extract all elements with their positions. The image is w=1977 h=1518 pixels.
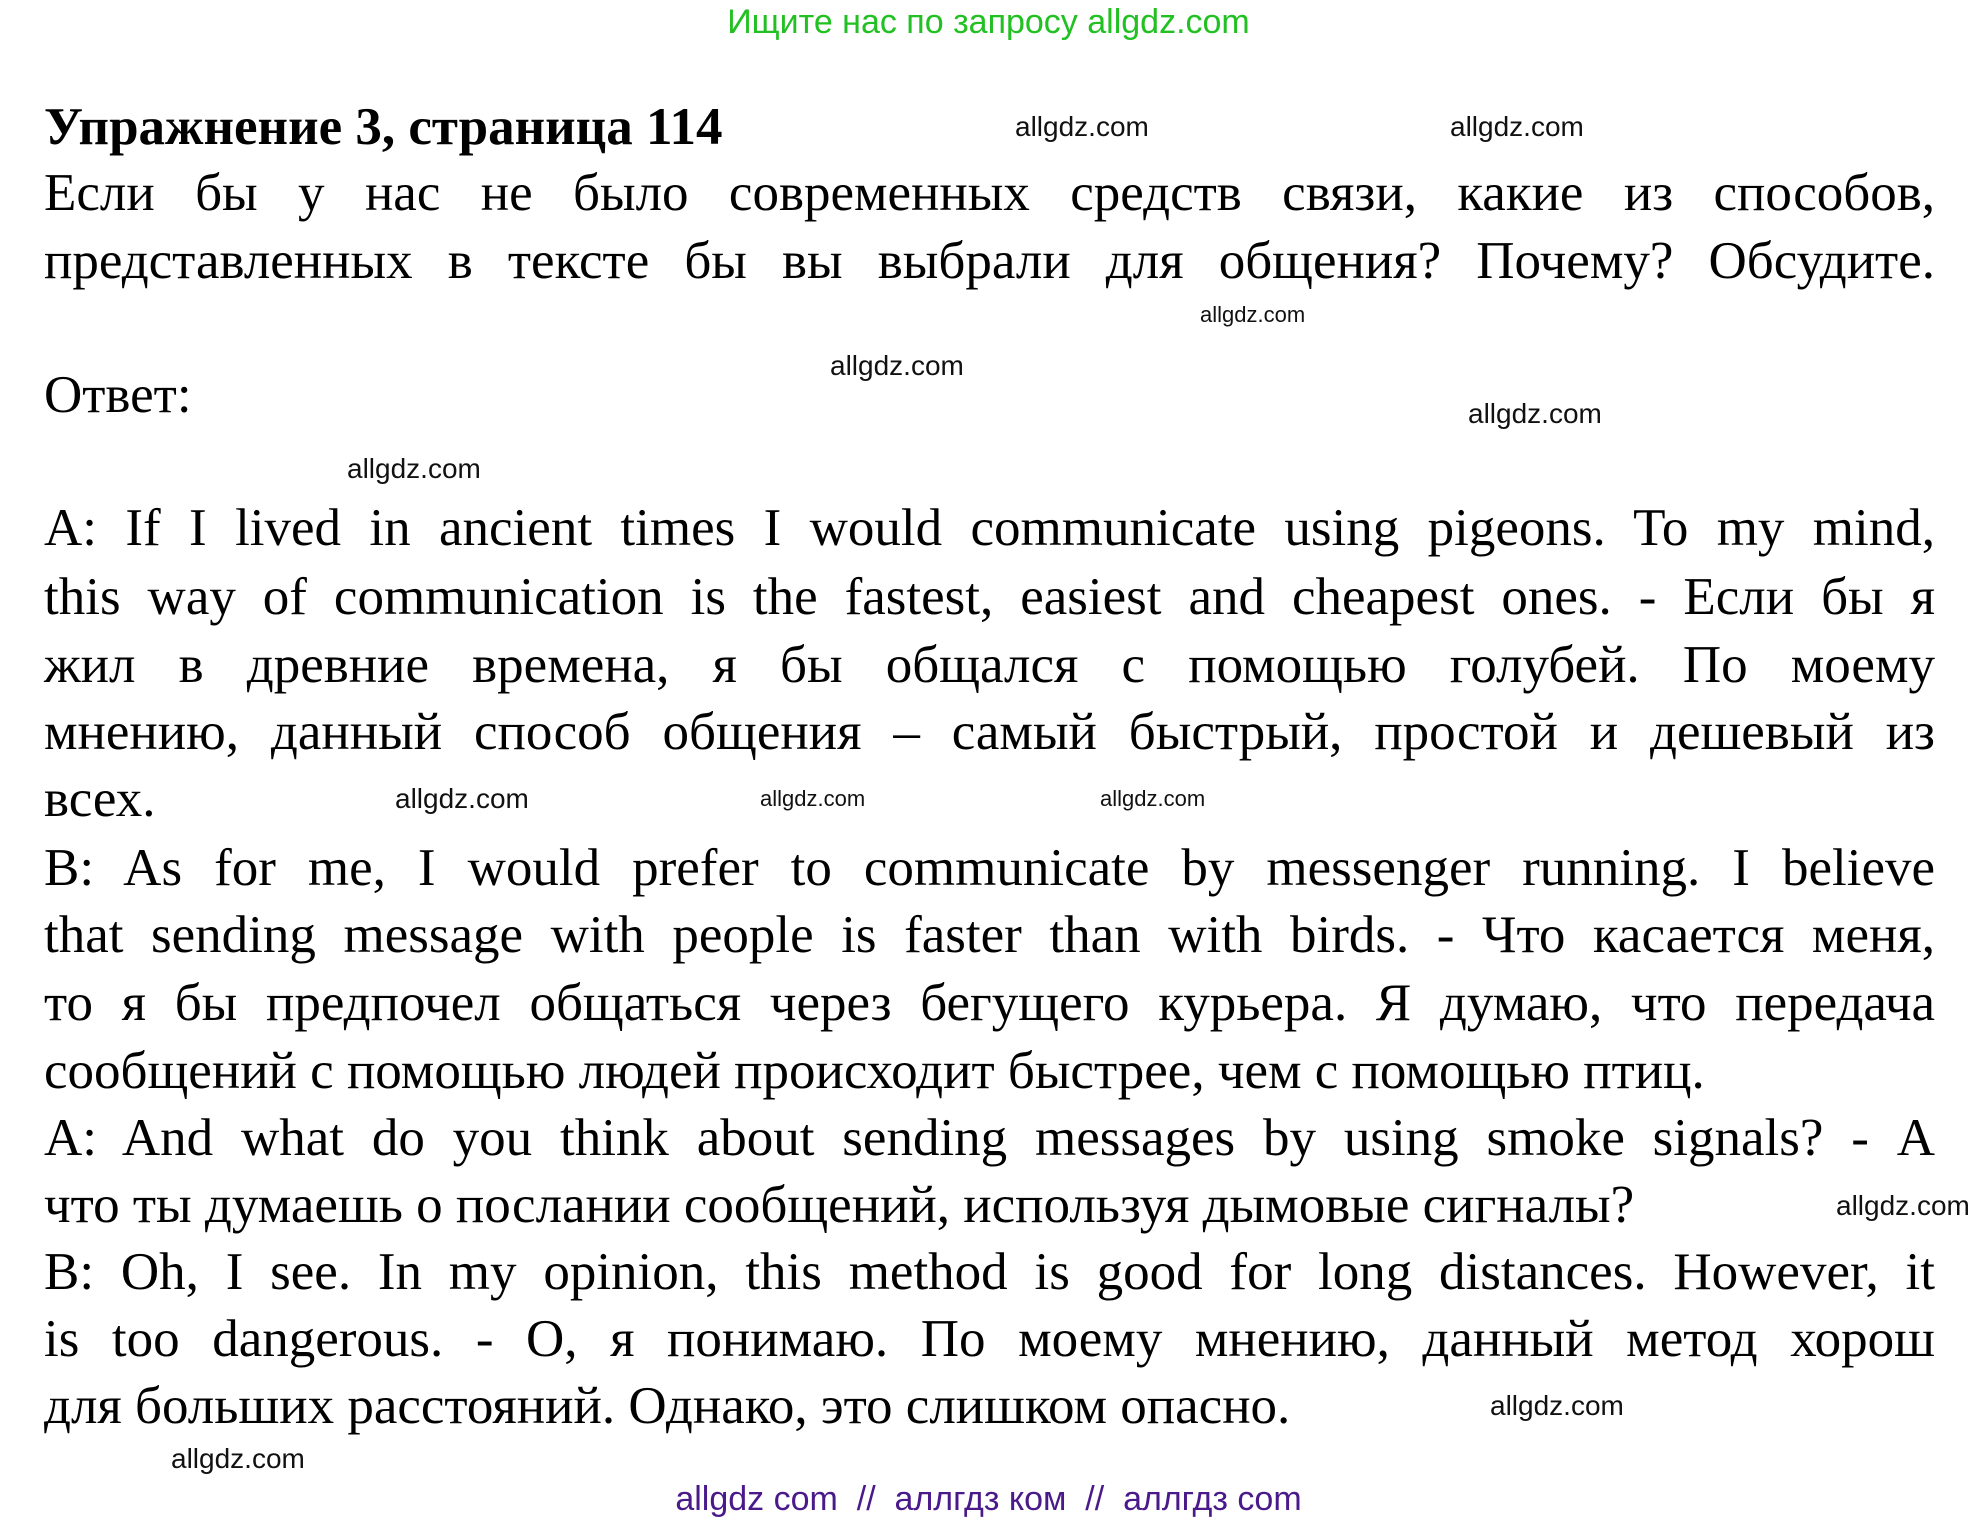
watermark: allgdz.com [1015, 111, 1149, 142]
answer-label: Ответ: [44, 366, 192, 424]
watermark: allgdz.com [830, 350, 964, 381]
answer-line: A: If I lived in ancient times I would communicate using pigeons. To my mind, [44, 499, 1935, 557]
answer-line: для больших расстояний. Однако, это слишком опасно. [44, 1377, 1291, 1435]
footer-links: allgdz com // аллгдз ком // аллгдз com [675, 1480, 1302, 1518]
watermark: allgdz.com [1468, 398, 1602, 429]
answer-line: B: As for me, I would prefer to communicate by messenger running. I believe [44, 839, 1935, 897]
answer-line: B: Oh, I see. In my opinion, this method is good for long distances. However, it [44, 1243, 1935, 1301]
watermark: allgdz.com [1490, 1390, 1624, 1421]
promo-banner: Ищите нас по запросу allgdz.com [727, 3, 1250, 41]
answer-line: that sending message with people is faster than with birds. - Что касается меня, [44, 906, 1935, 964]
answer-line: мнению, данный способ общения – самый быстрый, простой и дешевый из [44, 703, 1935, 761]
watermark: allgdz.com [1450, 111, 1584, 142]
question-line: Если бы у нас не было современных средств связи, какие из способов, [44, 164, 1935, 222]
watermark: allgdz.com [1100, 786, 1206, 811]
answer-line: is too dangerous. - О, я понимаю. По моему мнению, данный метод хорош [44, 1310, 1935, 1368]
answer-line: что ты думаешь о послании сообщений, используя дымовые сигналы? [44, 1176, 1635, 1234]
watermark: allgdz.com [1200, 302, 1306, 327]
answer-line: сообщений с помощью людей происходит быстрее, чем с помощью птиц. [44, 1042, 1705, 1100]
answer-line: this way of communication is the fastest, easiest and cheapest ones. - Если бы я [44, 568, 1935, 626]
watermark: allgdz.com [395, 783, 529, 814]
watermark: allgdz.com [1836, 1190, 1970, 1221]
exercise-title: Упражнение 3, страница 114 [44, 98, 723, 156]
answer-line: всех. [44, 770, 156, 828]
answer-line: жил в древние времена, я бы общался с помощью голубей. По моему [44, 636, 1935, 694]
watermark: allgdz.com [760, 786, 866, 811]
answer-line: A: And what do you think about sending messages by using smoke signals? - А [44, 1109, 1935, 1167]
watermark: allgdz.com [171, 1443, 305, 1474]
question-line: представленных в тексте бы вы выбрали для общения? Почему? Обсудите. [44, 232, 1935, 290]
watermark: allgdz.com [347, 453, 481, 484]
answer-line: то я бы предпочел общаться через бегущего курьера. Я думаю, что передача [44, 974, 1935, 1032]
